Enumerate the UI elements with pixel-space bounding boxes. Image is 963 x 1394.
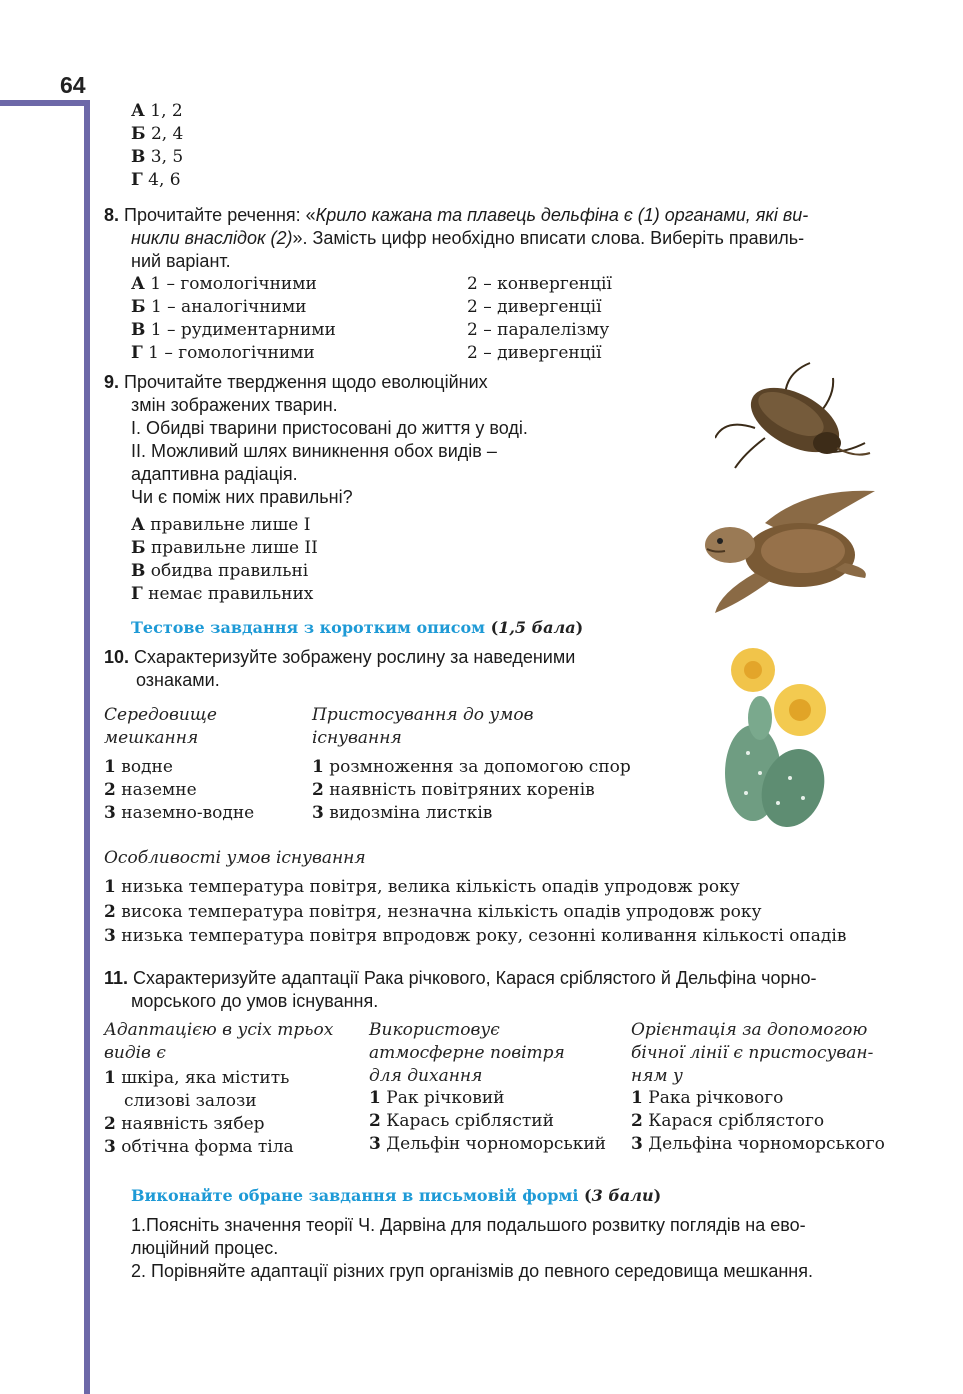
q7-options xyxy=(131,100,183,192)
q11-col2-head: Використовує атмосферне повітря для дихання xyxy=(369,1020,565,1086)
option: В 3, 5 xyxy=(131,147,184,167)
option: Б 1 – аналогічними xyxy=(131,297,307,317)
question-8: 8. Прочитайте речення: «Крило кажана та плавець дельфіна є (1) органами, які ви- никли внаслідок (2)». Замість цифр необхідно вписати слова. Виберіть правиль- ний варіант. xyxy=(104,205,809,271)
list-item: 3 наземно-водне xyxy=(104,803,255,823)
option: В 1 – рудиментарними xyxy=(131,320,336,340)
option: А правильне лише І xyxy=(131,515,311,535)
list-item: 3 низька температура повітря впродовж року, сезонні коливання кількості опадів xyxy=(104,926,847,946)
q11-col2 xyxy=(369,1087,606,1156)
list-item: 3 Дельфіна чорноморського xyxy=(631,1134,885,1154)
prickly-pear-cactus-image xyxy=(718,648,838,833)
list-item: 1 розмноження за допомогою спор xyxy=(312,757,631,777)
list-item: 1 Рака річкового xyxy=(631,1088,784,1108)
option: Г немає правильних xyxy=(131,584,314,604)
q10-col1 xyxy=(104,756,254,825)
sea-turtle-image xyxy=(695,483,880,618)
q8-options-right: 2 – конвергенції 2 – дивергенції 2 – паралелізму 2 – дивергенції xyxy=(467,274,612,363)
list-item: 1 низька температура повітря, велика кількість опадів упродовж року xyxy=(104,877,740,897)
section-heading-written: Виконайте обране завдання в письмовій формі (3 бали) xyxy=(131,1186,662,1205)
section-heading-short: Тестове завдання з коротким описом (1,5 бала) xyxy=(131,618,584,637)
q9-options xyxy=(131,514,318,606)
list-item: 2 наявність зябер xyxy=(104,1114,265,1134)
option: Б 2, 4 xyxy=(131,124,184,144)
list-item: 2 наземне xyxy=(104,780,197,800)
list-item: 2 Карась сріблястий xyxy=(369,1111,554,1131)
page-number: 64 xyxy=(60,72,86,98)
q11-col1 xyxy=(104,1067,294,1159)
q10-conditions xyxy=(104,875,846,949)
option: Г 1 – гомологічними xyxy=(131,343,315,363)
q10-col2 xyxy=(312,756,631,825)
list-item: 3 видозміна листків xyxy=(312,803,493,823)
option: А 1 – гомологічними xyxy=(131,274,317,294)
q10-col1-head: Середовище мешкання xyxy=(104,705,217,748)
page-frame-top xyxy=(0,100,90,106)
option: Г 4, 6 xyxy=(131,170,181,190)
list-item: 1 водне xyxy=(104,757,173,777)
water-beetle-image xyxy=(715,358,875,470)
page-frame-side xyxy=(84,100,90,1394)
list-item: 3 Дельфін чорноморський xyxy=(369,1134,606,1154)
q10-conditions-head: Особливості умов існування xyxy=(104,848,366,868)
q11-col3 xyxy=(631,1087,885,1156)
question-9: 9. Прочитайте твердження щодо еволюційних змін зображених тварин. І. Обидві тварини пристосовані до життя у воді. ІІ. Можливий шлях виникнення обох видів – адаптивна радіація. Чи є поміж них правильні? xyxy=(104,372,528,507)
list-item: 2 Карася сріблястого xyxy=(631,1111,825,1131)
list-item: 1 шкіра, яка містить xyxy=(104,1068,290,1088)
option: А 1, 2 xyxy=(131,101,183,121)
list-item: слизові залози xyxy=(124,1091,257,1111)
list-item: 1 Рак річковий xyxy=(369,1088,505,1108)
list-item: 2 висока температура повітря, незначна кількість опадів упродовж року xyxy=(104,901,762,922)
option: Б правильне лише ІІ xyxy=(131,538,318,558)
q11-col3-head: Орієнтація за допомогою бічної лінії є пристосуван- ням у xyxy=(631,1020,874,1086)
question-10: 10. Схарактеризуйте зображену рослину за наведеними ознаками. xyxy=(104,647,576,690)
option: В обидва правильні xyxy=(131,561,309,581)
list-item: 2 наявність повітряних коренів xyxy=(312,780,595,800)
question-11: 11. Схарактеризуйте адаптації Рака річкового, Карася сріблястого й Дельфіна чорно- морського до умов існування. xyxy=(104,968,817,1011)
written-tasks: 1.Поясніть значення теорії Ч. Дарвіна для подальшого розвитку поглядів на ево- люційний процес. 2. Порівняйте адаптації різних груп організмів до певного середовища мешкання. xyxy=(131,1215,813,1281)
q10-col2-head: Пристосування до умов існування xyxy=(312,705,534,748)
q11-col1-head: Адаптацією в усіх трьох видів є xyxy=(104,1020,334,1063)
list-item: 3 обтічна форма тіла xyxy=(104,1137,294,1157)
q8-options-left xyxy=(131,273,336,365)
